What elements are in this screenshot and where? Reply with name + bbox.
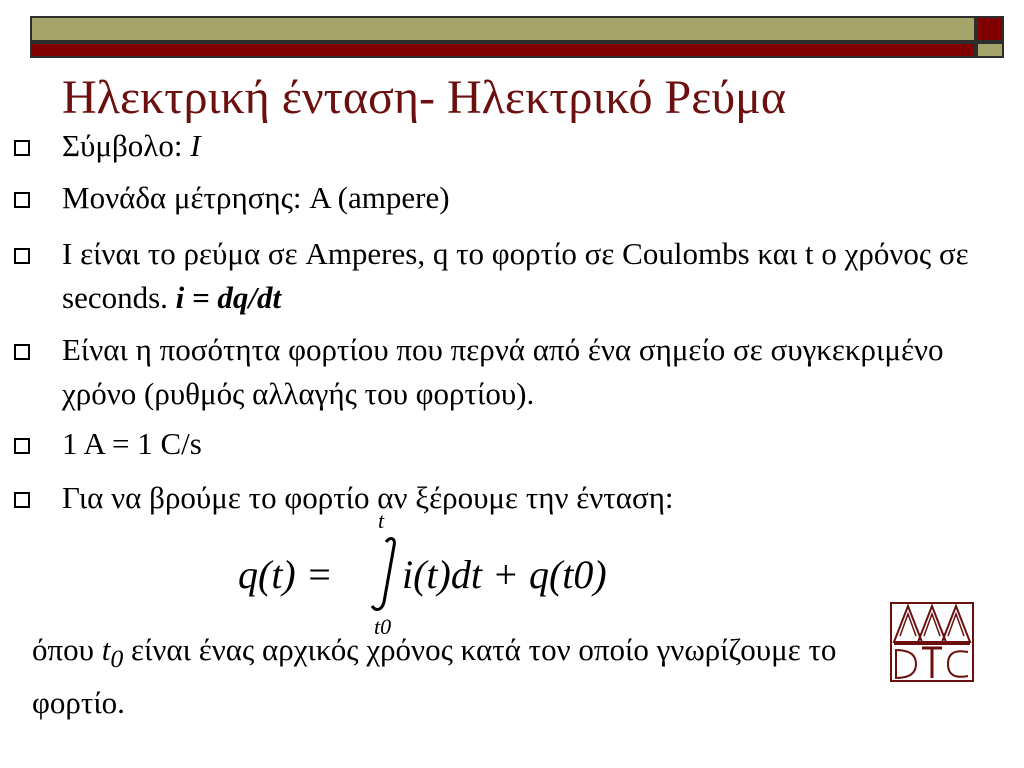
slide-title: Ηλεκτρική ένταση- Ηλεκτρικό Ρεύμα: [62, 71, 787, 124]
integral-sign-icon: [372, 539, 394, 610]
bullet-text: Σύμβολο: I: [62, 128, 201, 163]
bullet-square-icon: [14, 344, 30, 360]
bullet-square-icon: [14, 492, 30, 508]
university-logo: [890, 602, 974, 682]
olive-corner-block: [976, 42, 1004, 58]
bullet-text: Μονάδα μέτρησης: A (ampere): [62, 180, 450, 215]
olive-stripe: [30, 16, 976, 42]
bullet-square-icon: [14, 438, 30, 454]
formula-lhs: q(t) =: [238, 552, 333, 597]
bullet-square-icon: [14, 248, 30, 264]
charge-integral-formula: [238, 508, 678, 639]
maroon-stripe: [30, 42, 976, 58]
bullet-text: I είναι το ρεύμα σε Amperes, q το φορτίο σε Coulombs και t ο χρόνος σε seconds. i = dq/dt: [62, 236, 969, 315]
formula-note: όπου $t_0$ είναι ένας αρχικός χρόνος κατά τον οποίο γνωρίζουμε το φορτίο.: [32, 632, 837, 721]
maroon-corner-block: [976, 16, 1004, 42]
bullet-square-icon: [14, 140, 30, 156]
bullet-text: 1 A = 1 C/s: [62, 426, 202, 461]
integral-upper-limit: t: [378, 508, 385, 533]
integral-lower-limit: t0: [374, 614, 392, 639]
formula-integrand: i(t)dt + q(t0): [402, 552, 607, 597]
bullet-text: Είναι η ποσότητα φορτίου που περνά από ένα σημείο σε συγκεκριμένο χρόνο (ρυθμός αλλαγής του φορτίου).: [62, 332, 944, 411]
header-decoration: [0, 0, 1024, 64]
bullet-square-icon: [14, 192, 30, 208]
bullet-text: Για να βρούμε το φορτίο αν ξέρουμε την ένταση:: [62, 480, 674, 515]
